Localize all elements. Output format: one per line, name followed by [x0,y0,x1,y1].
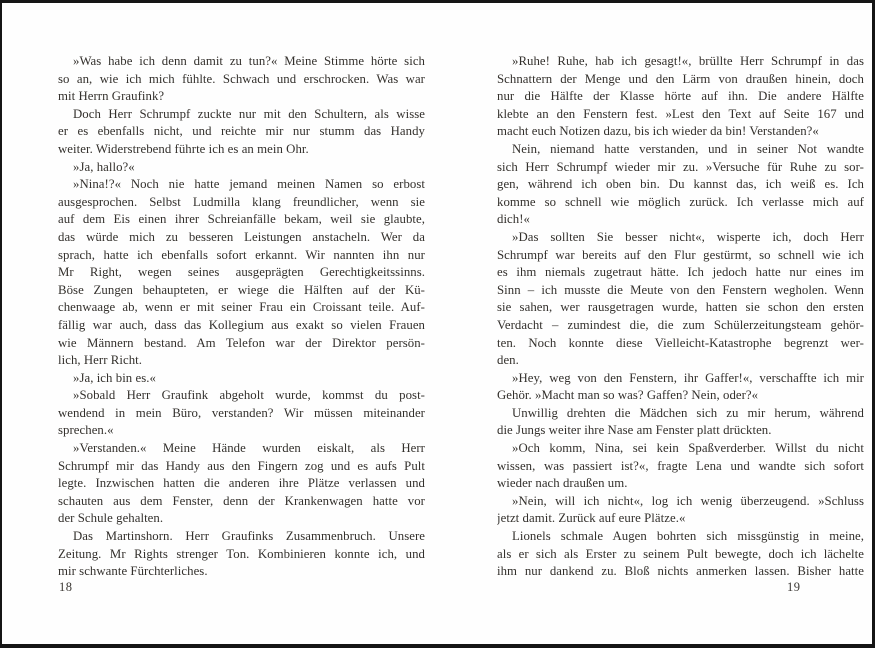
text-line: sprechen.« [58,423,114,438]
text-line: Unwillig drehten die Mädchen sich zu mir herum, während [512,405,864,420]
text-line: auf dem Eis einen ihrer Schreianfälle bekam, weil sie glaubte, [58,212,425,227]
text-line: Schnattern der Menge und den Lärm von draußen hinein, doch [497,71,864,86]
text-line: der Schule gehalten. [58,511,164,526]
text-line: »Och komm, Nina, sei kein Spaßverderber. Willst du nicht [512,441,864,456]
text-line: »Was habe ich denn damit zu tun?« Meine Stimme hörte sich [73,54,425,68]
text-line: »Nina!?« Noch nie hatte jemand meinen Namen so erbost [73,177,425,192]
text-line: »Ja, hallo?« [73,159,135,174]
text-line: das würde mich zu besseren Leistungen anstacheln. Wer da [58,229,425,244]
text-line: die Jungs weiter ihre Nase am Fenster platt drückten. [497,423,772,438]
text-line: wieder nach draußen um. [497,476,628,491]
text-line: Lionels schmale Augen bohrten sich missgünstig in meine, [512,529,864,544]
text-line: Das Martinshorn. Herr Graufinks Zusammenbruch. Unsere [73,529,425,544]
text-line: »Ja, ich bin es.« [73,370,156,385]
text-line: Mr Right, wegen seines ausgeprägten Gerechtigkeitssinns. [58,265,425,280]
text-line: wendend in mein Büro, verstanden? Wir müssen miteinander [58,405,425,420]
text-line: nur die Hälfte der Klasse hörte auf ihn. Die andere Hälfte [497,89,864,104]
text-line: gen, während ich oben bin. Du kannst das, ich weiß es. Ich [497,177,864,192]
text-line: mir schwante Fürchterliches. [58,564,208,579]
text-line: er es ebenfalls nicht, und reichte mir nur stumm das Handy [58,124,425,139]
text-line: mit Herrn Graufink? [58,89,165,104]
text-line: »Das sollten Sie besser nicht«, wisperte ich, doch Herr [512,229,864,244]
text-line: Sinn – ich musste die Meute von den Fenstern wegholen. Wenn [497,282,864,297]
text-line: Böse Zungen behaupteten, er wiege die Hälften auf der Kü- [58,282,425,297]
text-line: chenwaage ab, wenn er mit seiner Frau ein Croissant teile. Auf- [58,300,425,315]
text-line: Verdacht – zumindest die, die zum Schülerzeitungsteam gehör- [497,317,864,332]
text-line: sie sahen, wer rausgetragen wurde, hatten sie schon den ersten [497,300,864,315]
text-line: fällig war auch, dass das Kollegium aus exakt so vielen Frauen [58,317,425,332]
text-line: Schrumpf mir das Handy aus den Fingern zog und es aufs Pult [58,458,425,473]
right-page-text [497,53,864,581]
text-line: den. [497,353,519,368]
text-line: dich!« [497,212,530,227]
page-number-right: 19 [787,580,801,594]
text-line: weiter. Widerstrebend führte ich es an mein Ohr. [58,141,309,156]
page-number-left: 18 [59,580,73,594]
text-line: ihm nur dankend zu. Bloß nichts anmerken lassen. Bisher hatte [497,564,864,579]
text-line: ausgesprochen. Selbst Ludmilla klang freundlicher, wenn sie [58,194,425,209]
text-line: komme so schnell wie möglich zurück. Ich verlasse mich auf [497,194,864,209]
text-line: als er sich als Erster zu seinem Pult bewegte, doch ich lächelte [497,546,864,561]
text-line: klebte an den Fenstern fest. »Lest den Text auf Seite 167 und [497,106,864,121]
text-line: es ihm niemals zugetraut hätte. Ich jedoch hatte nur eines im [497,265,864,280]
text-line: jetzt damit. Zurück auf eure Plätze.« [497,511,686,526]
left-page-text [58,53,425,581]
text-line: »Verstanden.« Meine Hände wurden eiskalt, als Herr [73,441,425,456]
text-line: macht euch Notizen dazu, bis ich wieder da bin! Verstanden?« [497,124,819,139]
text-line: wissen, was passiert ist?«, fragte Lena und wandte sich sofort [497,458,864,473]
text-line: Doch Herr Schrumpf zuckte nur mit den Schultern, als wisse [73,106,425,121]
text-line: sich Herr Schrumpf wieder mir zu. »Versuche für Ruhe zu sor- [497,159,864,174]
text-line: Schrumpf war bereits auf den Flur gestürmt, so schnell wie ich [497,247,864,262]
text-line: Zeitung. Mr Rights strenger Ton. Kombinieren konnte ich, und [58,546,425,561]
text-line: »Ruhe! Ruhe, hab ich gesagt!«, brüllte Herr Schrumpf in das [512,54,864,68]
text-line: »Hey, weg von den Fenstern, ihr Gaffer!«, verschaffte ich mir [512,370,864,385]
text-line: so an, wie ich mich fühlte. Schwach und erschrocken. Was war [58,71,425,86]
text-line: sprach, hatte ich ebenfalls sofort erkannt. Wir nannten ihn nur [58,247,425,262]
text-line: legte. Inzwischen hatten die anderen ihre Plätze verlassen und [58,476,425,491]
text-line: schauten aus dem Fenster, denn der Krankenwagen hatte vor [58,493,425,508]
text-line: lich, Herr Richt. [58,353,143,368]
text-line: Gehör. »Macht man so was? Gaffen? Nein, oder?« [497,388,759,403]
text-line: wie Männern bestand. Am Telefon war der Direktor persön- [58,335,425,350]
text-line: ten. Noch konnte diese Vielleicht-Katastrophe begrenzt wer- [497,335,864,350]
text-line: Nein, niemand hatte verstanden, und in seiner Not wandte [512,141,864,156]
text-line: »Nein, will ich nicht«, log ich wenig überzeugend. »Schluss [512,493,864,508]
text-line: »Sobald Herr Graufink abgeholt wurde, kommst du post- [73,388,425,403]
